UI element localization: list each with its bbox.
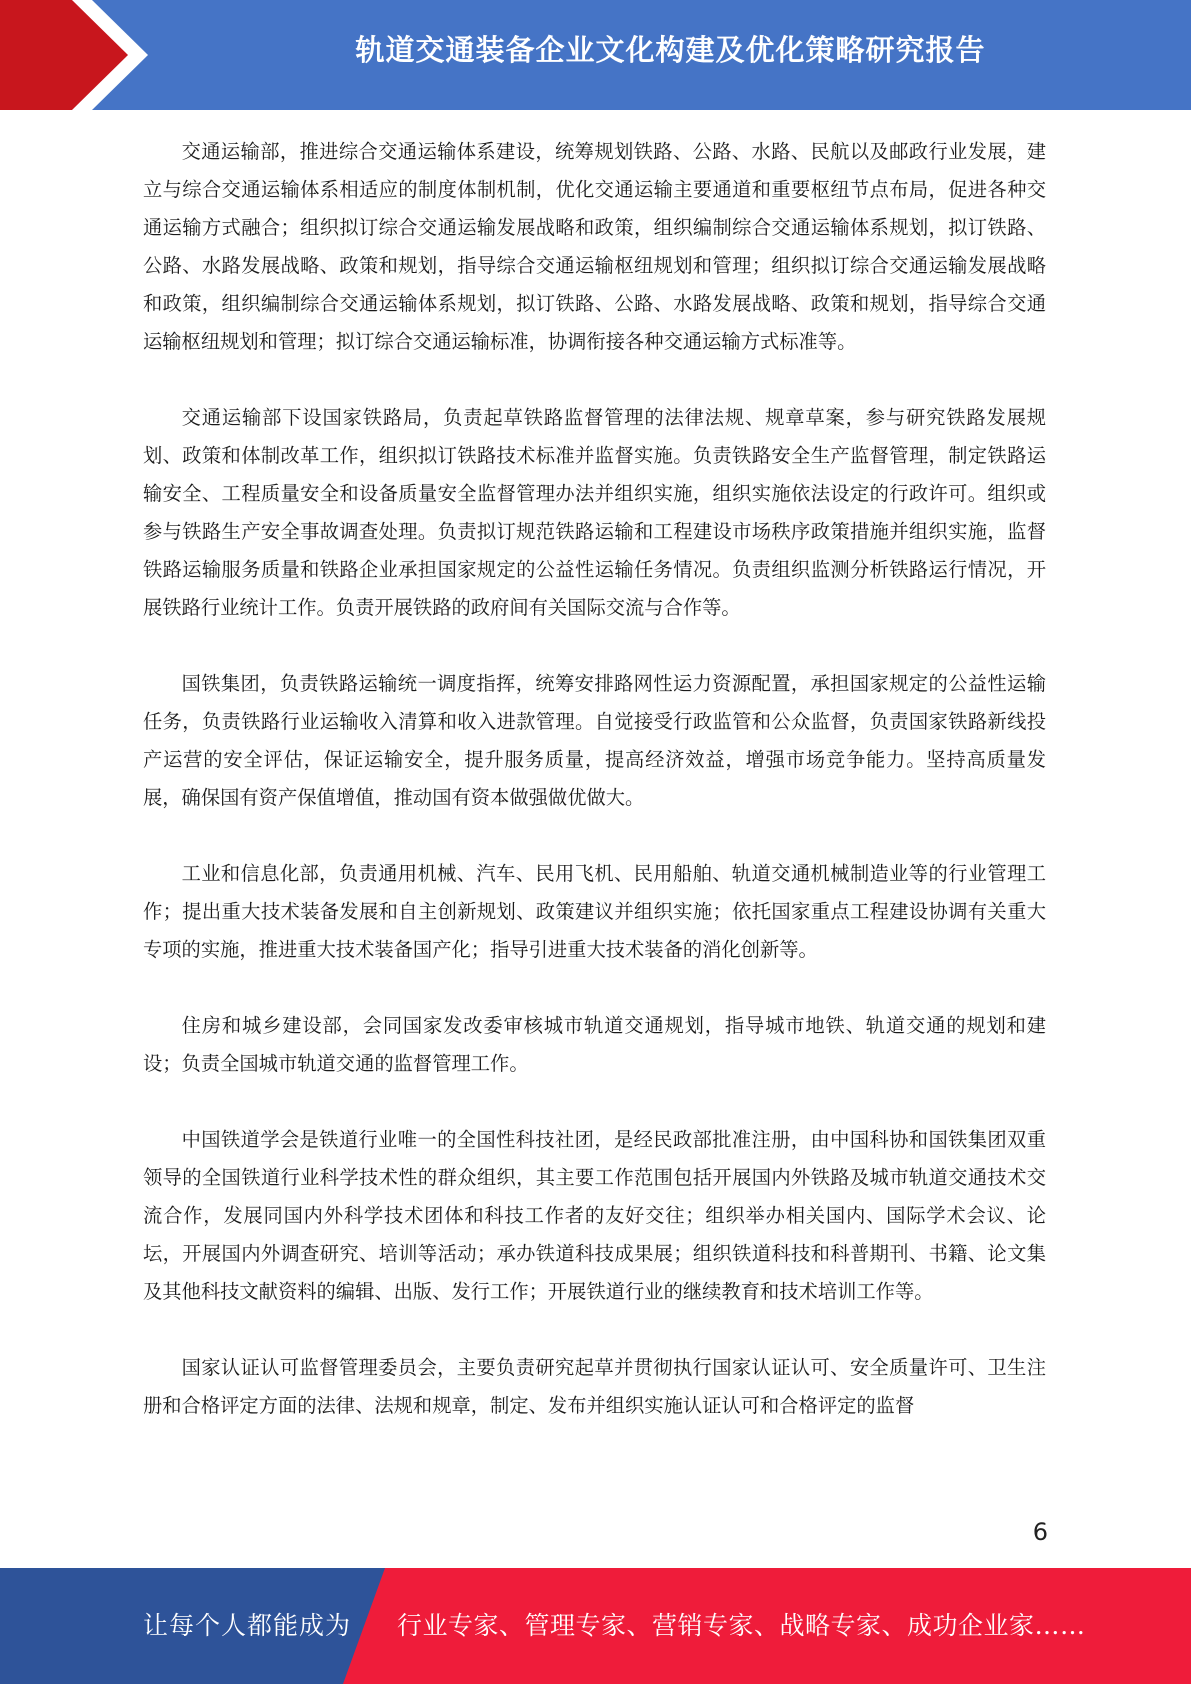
header-arrow-icon (0, 0, 150, 110)
paragraph: 国铁集团，负责铁路运输统一调度指挥，统筹安排路网性运力资源配置，承担国家规定的公益性运输任务，负责铁路行业运输收入清算和收入进款管理。自觉接受行政监管和公众监督，负责国家铁路新线投产运营的安全评估，保证运输安全，提升服务质量，提高经济效益，增强市场竞争能力。坚持高质量发展，确保国有资产保值增值，推动国有资本做强做优做大。 (143, 672, 1046, 809)
document-title: 轨道交通装备企业文化构建及优化策略研究报告 (355, 33, 986, 67)
paragraph: 中国铁道学会是铁道行业唯一的全国性科技社团，是经民政部批准注册，由中国科协和国铁集团双重领导的全国铁道行业科学技术性的群众组织，其主要工作范围包括开展国内外铁路及城市轨道交通技术交流合作，发展同国内外科学技术团体和科技工作者的友好交往；组织举办相关国内、国际学术会议、论坛，开展国内外调查研究、培训等活动；承办铁道科技成果展；组织铁道科技和科普期刊、书籍、论文集及其他科技文献资料的编辑、出版、发行工作；开展铁道行业的继续教育和技术培训工作等。 (143, 1128, 1046, 1303)
page-header (0, 0, 1191, 110)
page-number: 6 (1032, 1518, 1048, 1546)
paragraph: 住房和城乡建设部，会同国家发改委审核城市轨道交通规划，指导城市地铁、轨道交通的规划和建设；负责全国城市轨道交通的监督管理工作。 (143, 1014, 1046, 1075)
page-footer (0, 1568, 1191, 1684)
footer-slogan-right: 行业专家、管理专家、营销专家、战略专家、成功企业家…… (397, 1611, 1086, 1640)
footer-slogan-left: 让每个人都能成为 (143, 1611, 352, 1640)
paragraph: 交通运输部下设国家铁路局，负责起草铁路监督管理的法律法规、规章草案，参与研究铁路发展规划、政策和体制改革工作，组织拟订铁路技术标准并监督实施。负责铁路安全生产监督管理，制定铁路运输安全、工程质量安全和设备质量安全监督管理办法并组织实施，组织实施依法设定的行政许可。组织或参与铁路生产安全事故调查处理。负责拟订规范铁路运输和工程建设市场秩序政策措施并组织实施，监督铁路运输服务质量和铁路企业承担国家规定的公益性运输任务情况。负责组织监测分析铁路运行情况，开展铁路行业统计工作。负责开展铁路的政府间有关国际交流与合作等。 (143, 406, 1046, 619)
paragraph: 交通运输部，推进综合交通运输体系建设，统筹规划铁路、公路、水路、民航以及邮政行业发展，建立与综合交通运输体系相适应的制度体制机制，优化交通运输主要通道和重要枢纽节点布局，促进各种交通运输方式融合；组织拟订综合交通运输发展战略和政策，组织编制综合交通运输体系规划，拟订铁路、公路、水路发展战略、政策和规划，指导综合交通运输枢纽规划和管理；组织拟订综合交通运输发展战略和政策，组织编制综合交通运输体系规划，拟订铁路、公路、水路发展战略、政策和规划，指导综合交通运输枢纽规划和管理；拟订综合交通运输标准，协调衔接各种交通运输方式标准等。 (143, 140, 1046, 353)
paragraph: 国家认证认可监督管理委员会，主要负责研究起草并贯彻执行国家认证认可、安全质量许可、卫生注册和合格评定方面的法律、法规和规章，制定、发布并组织实施认证认可和合格评定的监督 (143, 1356, 1046, 1417)
paragraph: 工业和信息化部，负责通用机械、汽车、民用飞机、民用船舶、轨道交通机械制造业等的行业管理工作；提出重大技术装备发展和自主创新规划、政策建议并组织实施；依托国家重点工程建设协调有关重大专项的实施，推进重大技术装备国产化；指导引进重大技术装备的消化创新等。 (143, 862, 1046, 961)
document-body (143, 133, 1046, 1463)
